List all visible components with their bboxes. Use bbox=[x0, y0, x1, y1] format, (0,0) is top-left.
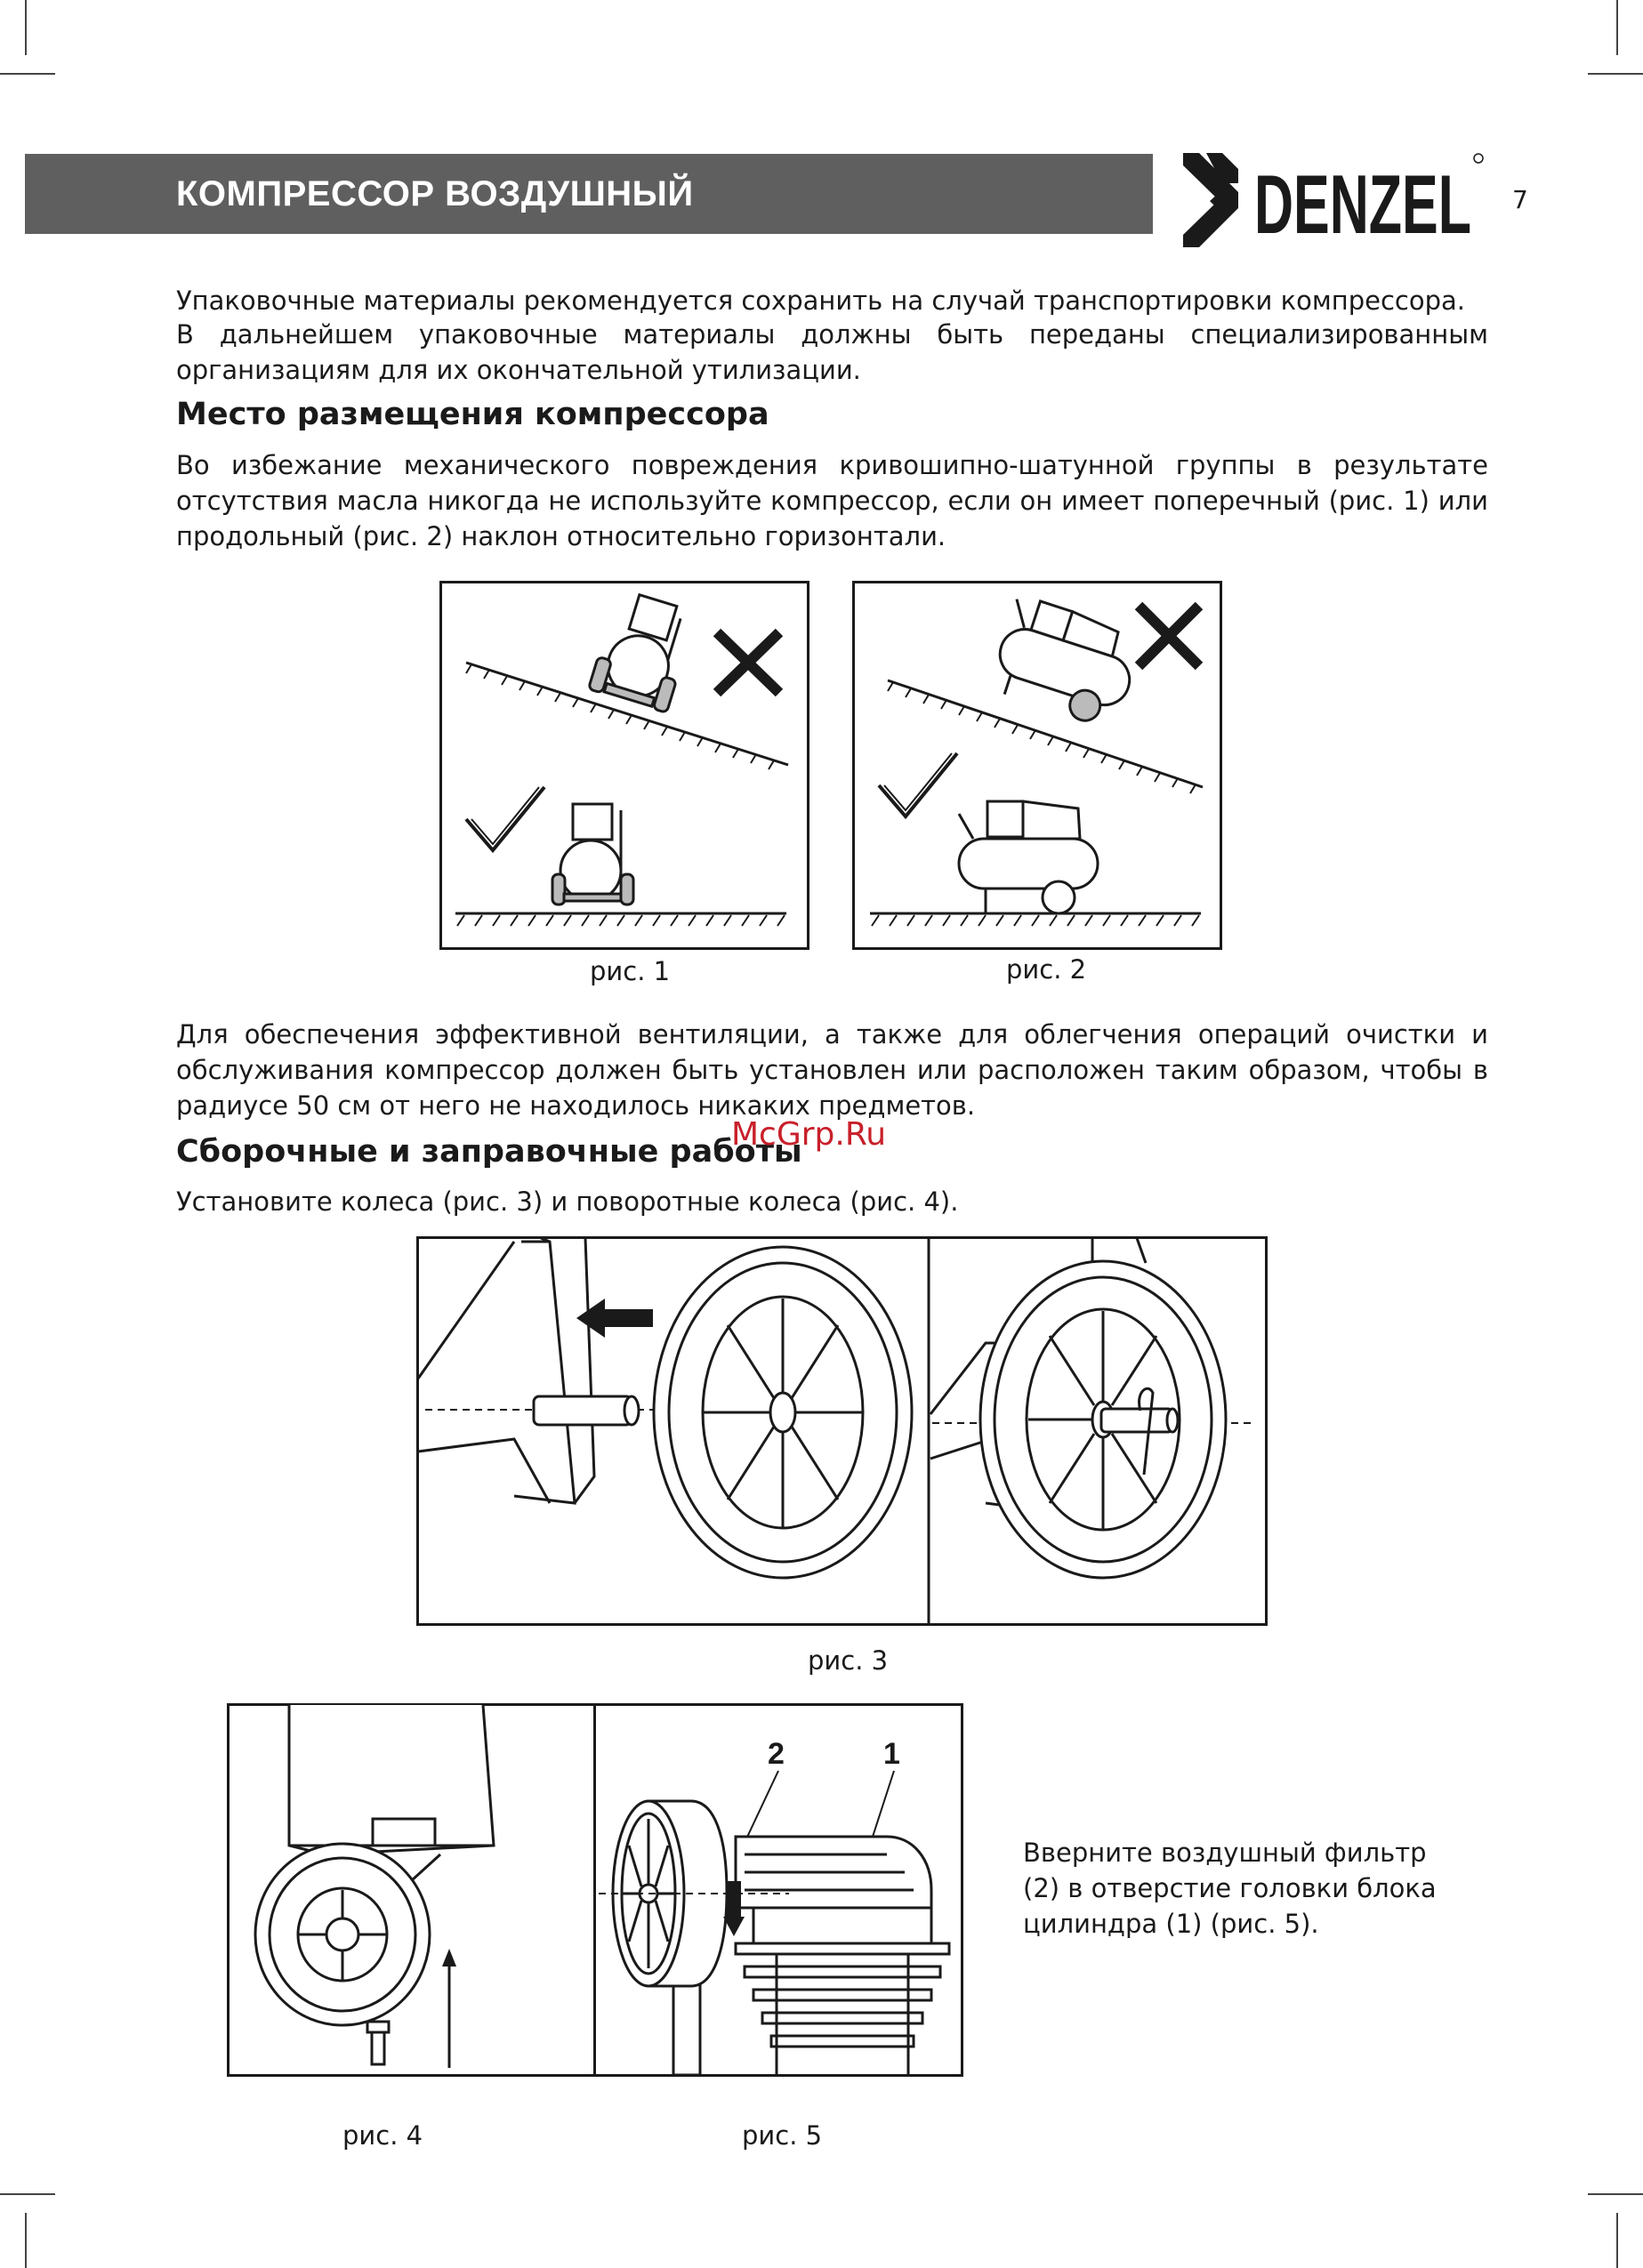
figure-2 bbox=[852, 581, 1222, 950]
brand-logo bbox=[1183, 151, 1486, 249]
page-number: 7 bbox=[1512, 185, 1528, 214]
figure-5 bbox=[593, 1703, 963, 2077]
crop-mark bbox=[25, 2213, 27, 2268]
paragraph-packaging: Упаковочные материалы рекомендуется сохранить на случай транспортировки компрессора. bbox=[176, 286, 1465, 316]
paragraph-wheels: Установите колеса (рис. 3) и поворотные колеса (рис. 4). bbox=[176, 1186, 959, 1217]
fig5-label-1: 1 bbox=[883, 1737, 900, 1771]
brand-name: DENZEL bbox=[1254, 157, 1471, 249]
paragraph-tilt-warning: Во избежание механического повреждения кривошипно-шатунной группы в результате отсутствия масла никогда не используйте компрессор, если он имеет поперечный (рис. 1) или продольный (рис. 2) наклон относительно горизонтали. bbox=[176, 450, 1488, 551]
paragraph-disposal: В дальнейшем упаковочные материалы должны быть переданы специализированным организациям для их окончательной утилизации. bbox=[176, 319, 1488, 385]
crop-mark bbox=[0, 73, 55, 75]
page-title: КОМПРЕССОР ВОЗДУШНЫЙ bbox=[176, 174, 694, 213]
paragraph-air-filter: Вверните воздушный фильтр (2) в отверстие головки блока цилиндра (1) (рис. 5). bbox=[1023, 1838, 1437, 1939]
caption-fig3: рис. 3 bbox=[808, 1645, 889, 1676]
crop-mark bbox=[1616, 0, 1618, 55]
crop-mark bbox=[1616, 2213, 1618, 2268]
figure-4 bbox=[227, 1703, 597, 2077]
heading-assembly: Сборочные и заправочные работы bbox=[176, 1134, 802, 1170]
caption-fig5: рис. 5 bbox=[742, 2120, 823, 2151]
fig5-label-2: 2 bbox=[768, 1737, 785, 1771]
figure-1 bbox=[439, 581, 809, 950]
heading-placement: Место размещения компрессора bbox=[176, 397, 769, 432]
caption-fig2: рис. 2 bbox=[1006, 954, 1087, 985]
paragraph-ventilation: Для обеспечения эффективной вентиляции, а также для облегчения операций очистки и обслуживания компрессор должен быть установлен или расположен таким образом, чтобы в радиусе 50 см от него не находилось никаких предметов. bbox=[176, 1019, 1488, 1121]
crop-mark bbox=[0, 2193, 55, 2195]
logo-chevron-icon bbox=[1183, 153, 1238, 247]
crop-mark bbox=[1588, 2193, 1643, 2195]
figure-3 bbox=[416, 1236, 1268, 1626]
watermark: McGrp.Ru bbox=[731, 1116, 887, 1153]
caption-fig4: рис. 4 bbox=[342, 2120, 423, 2151]
caption-fig1: рис. 1 bbox=[590, 956, 671, 986]
crop-mark bbox=[25, 0, 27, 55]
crop-mark bbox=[1588, 73, 1643, 75]
